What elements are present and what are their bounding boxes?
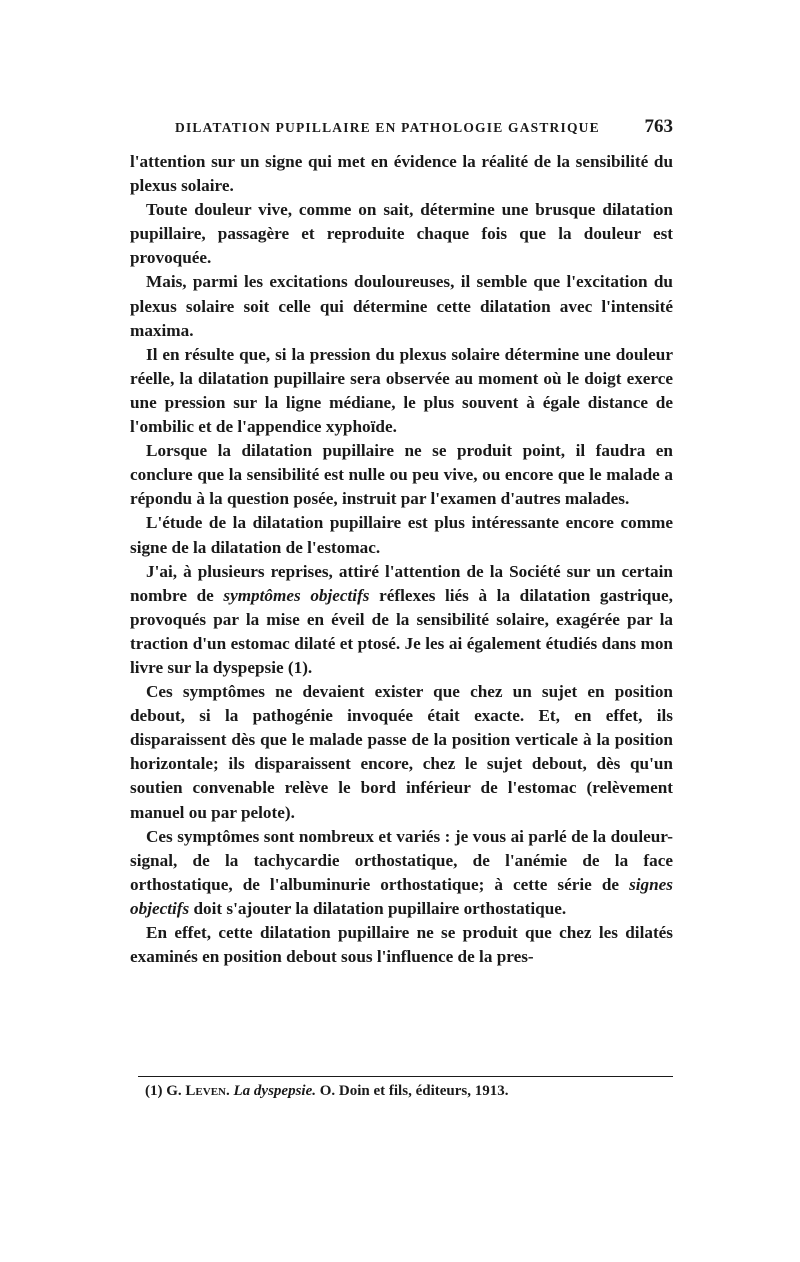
- paragraph: Mais, parmi les excitations douloureuses, il semble que l'excitation du plexus solaire soit celle qui détermine cette dilatation avec l'intensité maxima.: [130, 272, 673, 340]
- emphasis-text: symptômes objectifs: [223, 585, 370, 605]
- footnote-publisher: O. Doin et fils, éditeurs, 1913.: [319, 1083, 509, 1099]
- paragraph-text: réflexes liés à la dilatation gastrique, provoqués par la mise en éveil de la sensibilité solaire, exagérée par la traction d'un estomac dilaté et ptosé. Je les ai également étudiés dans mon livre sur la dyspepsie (1).: [130, 585, 673, 677]
- paragraph: L'étude de la dilatation pupillaire est plus intéressante encore comme signe de la dilatation de l'estomac.: [130, 513, 673, 557]
- paragraph: Il en résulte que, si la pression du plexus solaire détermine une douleur réelle, la dilatation pupillaire sera observée au moment où le doigt exerce une pression sur la ligne médiane, le plus souvent à égale distance de l'ombilic et de l'appendice xyphoïde.: [130, 344, 673, 437]
- paragraph: [130, 825, 673, 921]
- paragraph-text: doit s'ajouter la dilatation pupillaire orthostatique.: [189, 898, 567, 918]
- emphasis-text: signes objectifs: [130, 874, 673, 918]
- footnote-book-title: La dyspepsie.: [233, 1083, 316, 1099]
- body-text: [130, 150, 673, 969]
- footnote-divider: [138, 1076, 673, 1077]
- paragraph: Toute douleur vive, comme on sait, détermine une brusque dilatation pupillaire, passagère et reproduite chaque fois que la douleur est provoquée.: [130, 200, 673, 268]
- paragraph-text: J'ai, à plusieurs reprises, attiré l'attention de la Société sur un certain nombre de: [130, 561, 673, 605]
- paragraph: Lorsque la dilatation pupillaire ne se produit point, il faudra en conclure que la sensibilité est nulle ou peu vive, ou encore que le malade a répondu à la question posée, instruit par l'examen d'autres malades.: [130, 441, 673, 509]
- footnote-author-initial: G.: [166, 1083, 182, 1099]
- footnote-marker: (1): [145, 1083, 163, 1099]
- running-title: DILATATION PUPILLAIRE EN PATHOLOGIE GASTRIQUE: [175, 120, 600, 135]
- running-header: [175, 116, 673, 138]
- paragraph: [130, 560, 673, 680]
- paragraph: l'attention sur un signe qui met en évidence la réalité de la sensibilité du plexus solaire.: [130, 152, 673, 196]
- footnote-author-name: Leven.: [185, 1083, 230, 1099]
- paragraph-text: Ces symptômes sont nombreux et variés : je vous ai parlé de la douleur-signal, de la tachycardie orthostatique, de l'anémie de la face orthostatique, de l'albuminurie orthostatique; à cette série de: [130, 826, 673, 894]
- paragraph: Ces symptômes ne devaient exister que chez un sujet en position debout, si la pathogénie invoquée était exacte. Et, en effet, ils disparaissent dès que le malade passe de la position verticale à la position horizontale; ils disparaissent encore, chez le sujet debout, dès qu'un soutien convenable relève le bord inférieur de l'estomac (relèvement manuel ou par pelote).: [130, 682, 673, 822]
- paragraph: En effet, cette dilatation pupillaire ne se produit que chez les dilatés examinés en position debout sous l'influence de la pres-: [130, 923, 673, 967]
- page-number: 763: [644, 116, 673, 137]
- footnote: [145, 1081, 673, 1101]
